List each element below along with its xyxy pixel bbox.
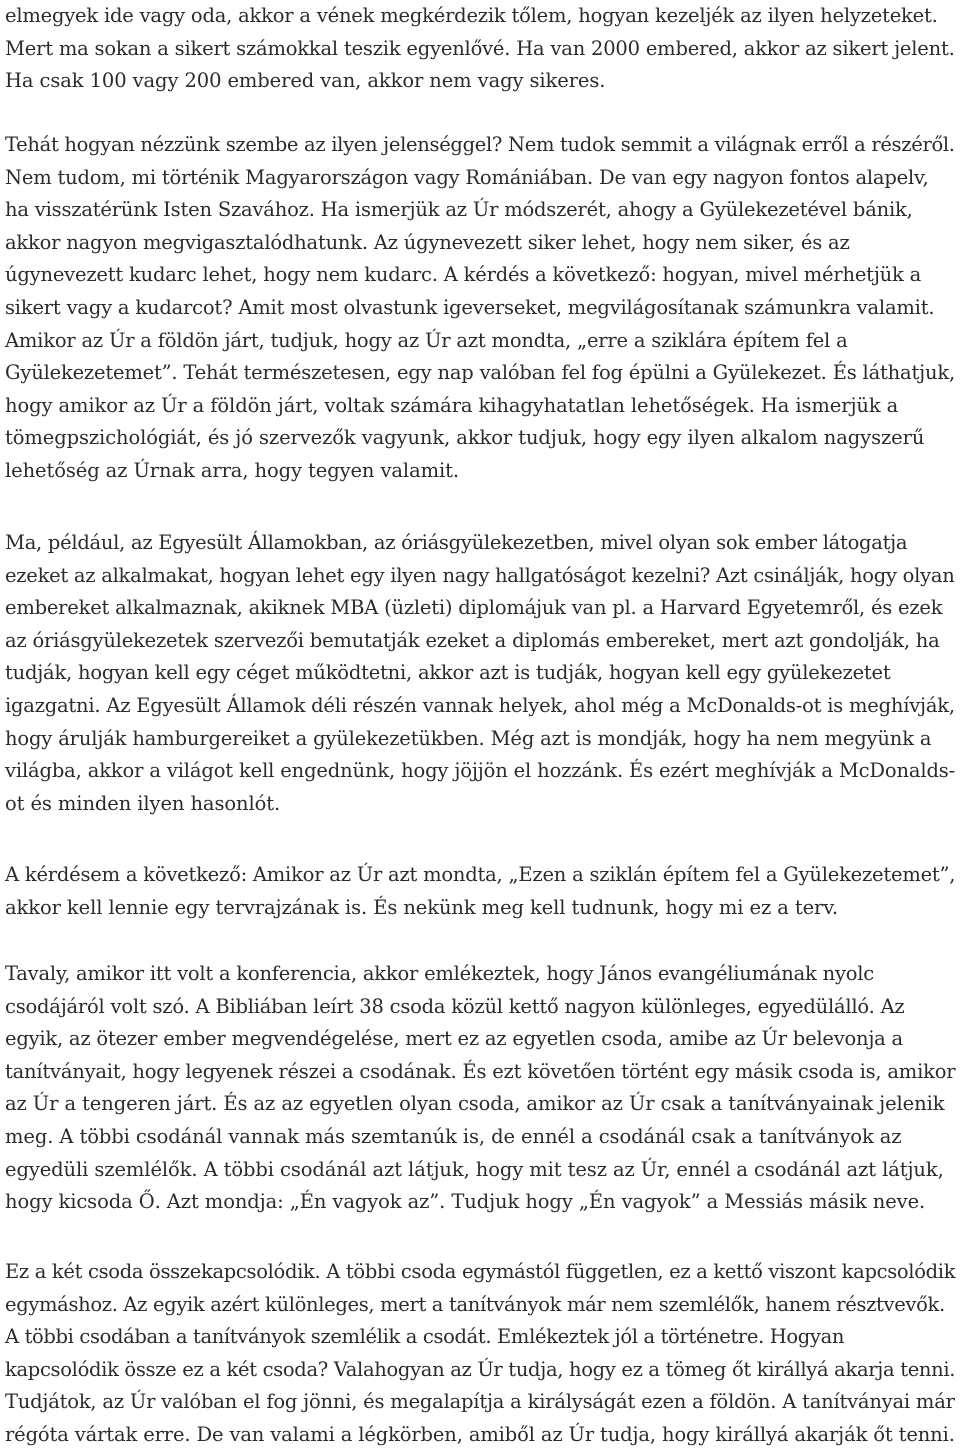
text-line: meg. A többi csodánál vannak más szemtanúk is, de ennél a csodánál csak a tanítványok az — [5, 1124, 902, 1148]
paragraph-3 — [5, 527, 955, 820]
text-line: akkor kell lennie egy tervrajzának is. És nekünk meg kell tudnunk, hogy mi ez a terv. — [5, 895, 838, 919]
text-line: egyedüli szemlélők. A többi csodánál azt látjuk, hogy mit tesz az Úr, ennél a csodánál azt látjuk, — [5, 1157, 944, 1181]
text-line: csodájáról volt szó. A Bibliában leírt 38 csoda közül kettő nagyon különleges, egyedülálló. Az — [5, 994, 905, 1018]
text-line: elmegyek ide vagy oda, akkor a vének megkérdezik tőlem, hogyan kezeljék az ilyen helyzeteket. — [5, 4, 938, 27]
text-line: A többi csodában a tanítványok szemlélik a csodát. Emlékeztek jól a történetre. Hogyan — [5, 1325, 845, 1349]
text-line: ha visszatérünk Isten Szavához. Ha ismerjük az Úr módszerét, ahogy a Gyülekezetével bánik, — [5, 198, 913, 222]
paragraph-4 — [5, 859, 955, 924]
text-line: Ez a két csoda összekapcsolódik. A többi csoda egymástól független, ez a kettő viszont kapcsolódik — [5, 1260, 956, 1283]
text-line: lehetőség az Úrnak arra, hogy tegyen valamit. — [5, 458, 459, 482]
text-line: kapcsolódik össze ez a két csoda? Valahogyan az Úr tudja, hogy ez a tömeg őt királlyá akarja tenni. — [5, 1357, 956, 1381]
text-line: Tehát hogyan nézzünk szembe az ilyen jelenséggel? Nem tudok semmit a világnak erről a részéről. — [5, 133, 955, 156]
text-line: tömegpszichológiát, és jó szervezők vagyunk, akkor tudjuk, hogy egy ilyen alkalom nagyszerű — [5, 426, 925, 450]
text-line: Ma, például, az Egyesült Államokban, az óriásgyülekezetben, mivel olyan sok ember látogatja — [5, 531, 908, 554]
text-line: hogy kicsoda Ő. Azt mondja: „Én vagyok az”. Tudjuk hogy „Én vagyok” a Messiás másik neve. — [5, 1190, 926, 1214]
text-line: régóta vártak erre. De van valami a légkörben, amiből az Úr tudja, hogy királlyá akarják őt tenni. — [5, 1422, 955, 1446]
text-line: Tavaly, amikor itt volt a konferencia, akkor emlékeztek, hogy János evangéliumának nyolc — [5, 962, 874, 985]
text-line: tanítványait, hogy legyenek részei a csodának. És ezt követően történt egy másik csoda is, amikor — [5, 1059, 956, 1083]
text-line: az Úr a tengeren járt. És az az egyetlen olyan csoda, amikor az Úr csak a tanítványainak jelenik — [5, 1092, 945, 1116]
paragraph-5 — [5, 958, 955, 1219]
text-line: az óriásgyülekezetek szervezői bemutatják ezeket a diplomás embereket, mert azt gondolják, ha — [5, 628, 940, 652]
text-line: Mert ma sokan a sikert számokkal teszik egyenlővé. Ha van 2000 embered, akkor az sikert jelent. — [5, 36, 955, 60]
text-line: hogy amikor az Úr a földön járt, voltak számára kihagyhatatlan lehetőségek. Ha ismerjük a — [5, 393, 899, 417]
text-line: sikert vagy a kudarcot? Amit most olvastunk igeverseket, megvilágosítanak számunkra valamit. — [5, 295, 935, 319]
text-line: hogy árulják hamburgereiket a gyülekezetükben. Még azt is mondják, hogy ha nem megyünk a — [5, 726, 932, 750]
paragraph-1 — [5, 0, 955, 98]
text-line: akkor nagyon megvigasztalódhatunk. Az úgynevezett siker lehet, hogy nem siker, és az — [5, 230, 850, 254]
text-line: Ha csak 100 vagy 200 embered van, akkor nem vagy sikeres. — [5, 69, 606, 93]
text-line: ot és minden ilyen hasonlót. — [5, 791, 281, 815]
text-line: egyik, az ötezer ember megvendégelése, mert ez az egyetlen csoda, amibe az Úr belevonja a — [5, 1027, 903, 1051]
paragraph-6 — [5, 1256, 955, 1452]
text-line: igazgatni. Az Egyesült Államok déli részén vannak helyek, ahol még a McDonalds-ot is meghívják, — [5, 693, 955, 717]
text-line: világba, akkor a világot kell engednünk, hogy jöjjön el hozzánk. És ezért meghívják a McDonalds- — [5, 759, 956, 783]
text-line: Amikor az Úr a földön járt, tudjuk, hogy az Úr azt mondta, „erre a sziklára építem fel a — [5, 328, 848, 352]
text-line: Tudjátok, az Úr valóban el fog jönni, és megalapítja a királyságát ezen a földön. A tanítványai már — [5, 1390, 955, 1414]
text-line: Gyülekezetemet”. Tehát természetesen, egy nap valóban fel fog épülni a Gyülekezet. És láthatjuk, — [5, 361, 955, 385]
text-line: úgynevezett kudarc lehet, hogy nem kudarc. A kérdés a következő: hogyan, mivel mérhetjük a — [5, 263, 922, 287]
text-line: tudják, hogyan kell egy céget működtetni, akkor azt is tudják, hogyan kell egy gyülekezetet — [5, 661, 891, 685]
paragraph-2 — [5, 129, 955, 488]
text-line: embereket alkalmaznak, akiknek MBA (üzleti) diplomájuk van pl. a Harvard Egyetemről, és ezek — [5, 596, 943, 620]
text-line: ezeket az alkalmakat, hogyan lehet egy ilyen nagy hallgatóságot kezelni? Azt csinálják, hogy olyan — [5, 563, 955, 587]
text-line: egymáshoz. Az egyik azért különleges, mert a tanítványok már nem szemlélők, hanem résztvevők. — [5, 1292, 945, 1316]
text-line: Nem tudom, mi történik Magyarországon vagy Romániában. De van egy nagyon fontos alapelv, — [5, 165, 929, 189]
text-line: A kérdésem a következő: Amikor az Úr azt mondta, „Ezen a sziklán építem fel a Gyülekezetemet”, — [5, 863, 956, 886]
